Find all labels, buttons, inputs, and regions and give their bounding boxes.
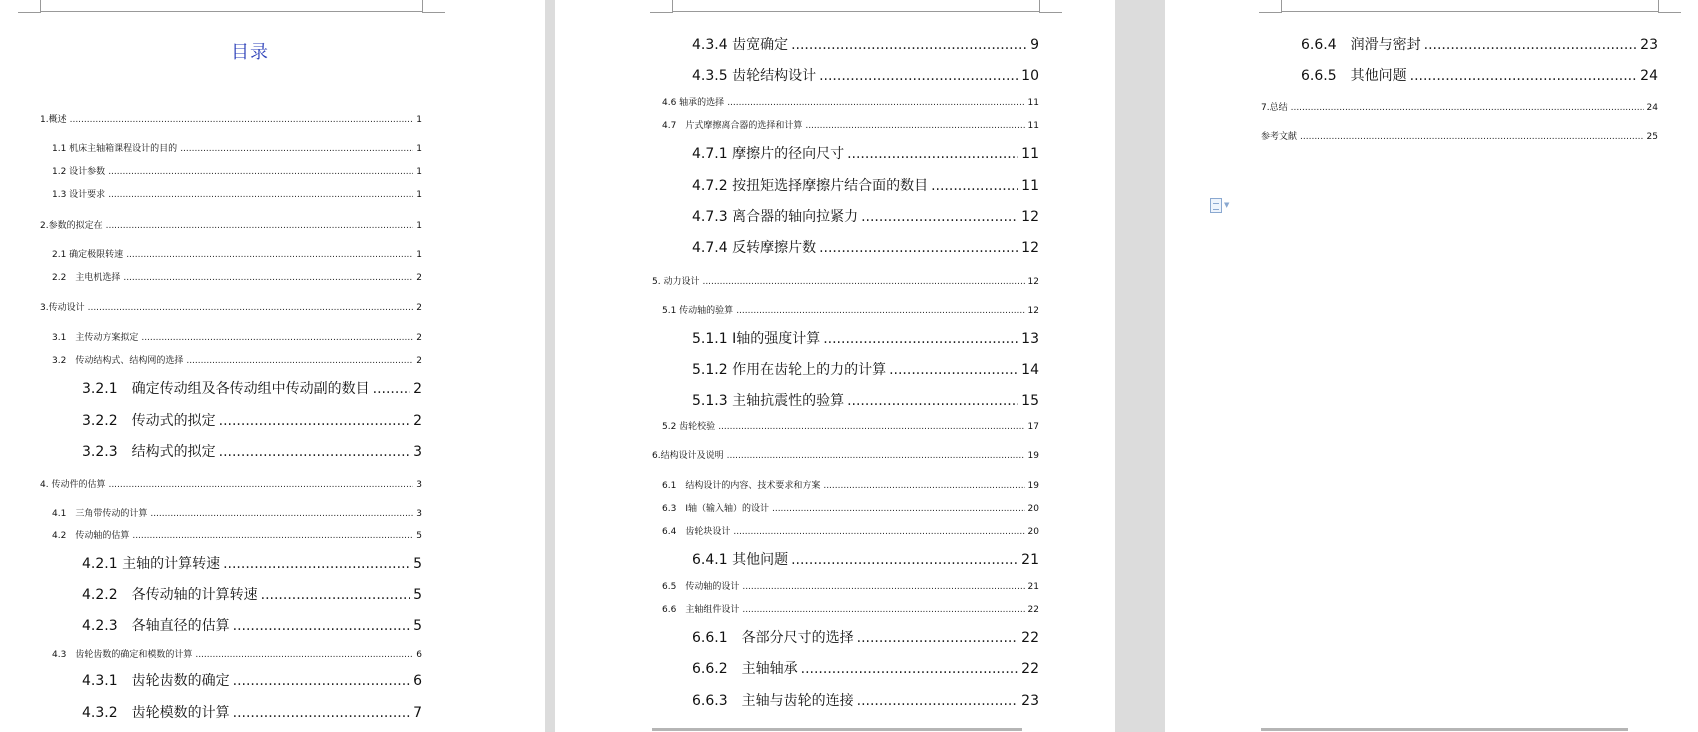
toc-entry[interactable]: 3.1 主传动方案拟定 ..... 2: [52, 334, 422, 343]
crop-mark-top-left: [650, 0, 673, 13]
toc-title: 目录: [231, 42, 269, 63]
toc-entry[interactable]: 4.3 齿轮齿数的确定和模数的计算 ..... 6: [52, 651, 422, 660]
document-page-3: [1165, 0, 1698, 732]
toc-entry[interactable]: 4.3.2 齿轮模数的计算 ..... 7: [82, 706, 422, 720]
page-bottom-bar: [652, 728, 1022, 731]
toc-entry[interactable]: 1.2 设计参数 ..... 1: [52, 168, 422, 177]
toc-entry[interactable]: 5.1.2 作用在齿轮上的力的计算 ..... 14: [692, 363, 1039, 377]
toc-entry[interactable]: 3.2.1 确定传动组及各传动组中传动副的数目 ..... 2: [82, 382, 422, 396]
toc-entry[interactable]: 4.2.1 主轴的计算转速 ..... 5: [82, 557, 422, 571]
toc-entry[interactable]: 4.2.3 各轴直径的估算 ..... 5: [82, 619, 422, 633]
toc-entry[interactable]: 5.2 齿轮校验 ..... 17: [662, 423, 1039, 432]
toc-entry[interactable]: 7.总结 ..... 24: [1261, 104, 1658, 113]
crop-mark-top-left: [18, 0, 41, 13]
toc-entry[interactable]: 4.7.1 摩擦片的径向尺寸 ..... 11: [692, 147, 1039, 161]
toc-entry[interactable]: 6.6.1 各部分尺寸的选择 ..... 22: [692, 631, 1039, 645]
toc-entry[interactable]: 4.2.2 各传动轴的计算转速 ..... 5: [82, 588, 422, 602]
toc-entry[interactable]: 参考文献 ..... 25: [1261, 133, 1658, 142]
toc-entry[interactable]: 6.4 齿轮块设计 ..... 20: [662, 528, 1039, 537]
toc-entry[interactable]: 2.1 确定极限转速 ..... 1: [52, 251, 422, 260]
toc-entry[interactable]: 6.5 传动轴的设计 ..... 21: [662, 583, 1039, 592]
crop-mark-top-right: [422, 0, 445, 13]
toc-entry[interactable]: 6.6.2 主轴轴承 ..... 22: [692, 662, 1039, 676]
header-rule: [1281, 11, 1658, 12]
toc-entry[interactable]: 3.2.2 传动式的拟定 ..... 2: [82, 414, 422, 428]
toc-entry[interactable]: 5.1.1 Ⅰ轴的强度计算 ..... 13: [692, 332, 1039, 346]
toc-entry[interactable]: 5.1 传动轴的验算 ..... 12: [662, 307, 1039, 316]
header-rule: [40, 11, 422, 12]
toc-entry[interactable]: 4.2 传动轴的估算 ..... 5: [52, 532, 422, 541]
toc-entry[interactable]: 6.6.4 润滑与密封 ..... 23: [1301, 38, 1658, 52]
crop-mark-top-left: [1259, 0, 1282, 13]
chevron-down-icon: ▼: [1224, 201, 1230, 209]
page-bottom-bar: [1261, 728, 1628, 731]
toc-entry[interactable]: 4.3.1 齿轮齿数的确定 ..... 6: [82, 674, 422, 688]
toc-entry[interactable]: 4.7.4 反转摩擦片数 ..... 12: [692, 241, 1039, 255]
toc-entry[interactable]: 4.7.3 离合器的轴向拉紧力 ..... 12: [692, 210, 1039, 224]
toc-entry[interactable]: 6.6 主轴组件设计 ..... 22: [662, 606, 1039, 615]
document-icon: [1210, 198, 1222, 213]
crop-mark-top-right: [1039, 0, 1062, 13]
toc-entry[interactable]: 3.2.3 结构式的拟定 ..... 3: [82, 445, 422, 459]
crop-mark-top-right: [1658, 0, 1681, 13]
toc-entry[interactable]: 6.4.1 其他问题 ..... 21: [692, 553, 1039, 567]
toc-entry[interactable]: 4. 传动件的估算 ..... 3: [40, 481, 422, 490]
toc-entry[interactable]: 6.结构设计及说明 ..... 19: [652, 452, 1039, 461]
toc-entry[interactable]: 1.3 设计要求 ..... 1: [52, 191, 422, 200]
toc-entry[interactable]: 2.2 主电机选择 ..... 2: [52, 274, 422, 283]
toc-entry[interactable]: 6.6.5 其他问题 ..... 24: [1301, 69, 1658, 83]
toc-entry[interactable]: 5.1.3 主轴抗震性的验算 ..... 15: [692, 394, 1039, 408]
toc-entry[interactable]: 4.7.2 按扭矩选择摩擦片结合面的数目 ..... 11: [692, 179, 1039, 193]
toc-entry[interactable]: 6.6.3 主轴与齿轮的连接 ..... 23: [692, 694, 1039, 708]
toc-entry[interactable]: 6.3 Ⅰ轴（输入轴）的设计 ..... 20: [662, 505, 1039, 514]
document-page-1: [0, 0, 545, 732]
toc-entry[interactable]: 4.3.4 齿宽确定 ..... 9: [692, 38, 1039, 52]
toc-entry[interactable]: 1.1 机床主轴箱课程设计的目的 ..... 1: [52, 145, 422, 154]
toc-entry[interactable]: 2.参数的拟定在 ..... 1: [40, 222, 422, 231]
toc-entry[interactable]: 1.概述 ..... 1: [40, 116, 422, 125]
toc-entry[interactable]: 4.3.5 齿轮结构设计 ..... 10: [692, 69, 1039, 83]
toc-entry[interactable]: 4.1 三角带传动的计算 ..... 3: [52, 510, 422, 519]
toc-entry[interactable]: 4.6 轴承的选择 ..... 11: [662, 99, 1039, 108]
toc-entry[interactable]: 6.1 结构设计的内容、技术要求和方案 ..... 19: [662, 482, 1039, 491]
document-page-2: [555, 0, 1115, 732]
toc-entry[interactable]: 3.2 传动结构式、结构网的选择 ..... 2: [52, 357, 422, 366]
toc-entry[interactable]: 3.传动设计 ..... 2: [40, 304, 422, 313]
header-rule: [672, 11, 1039, 12]
toc-entry[interactable]: 4.7 片式摩擦离合器的选择和计算 ..... 11: [662, 122, 1039, 131]
document-paste-icon[interactable]: [1210, 196, 1236, 214]
toc-entry[interactable]: 5. 动力设计 ..... 12: [652, 278, 1039, 287]
